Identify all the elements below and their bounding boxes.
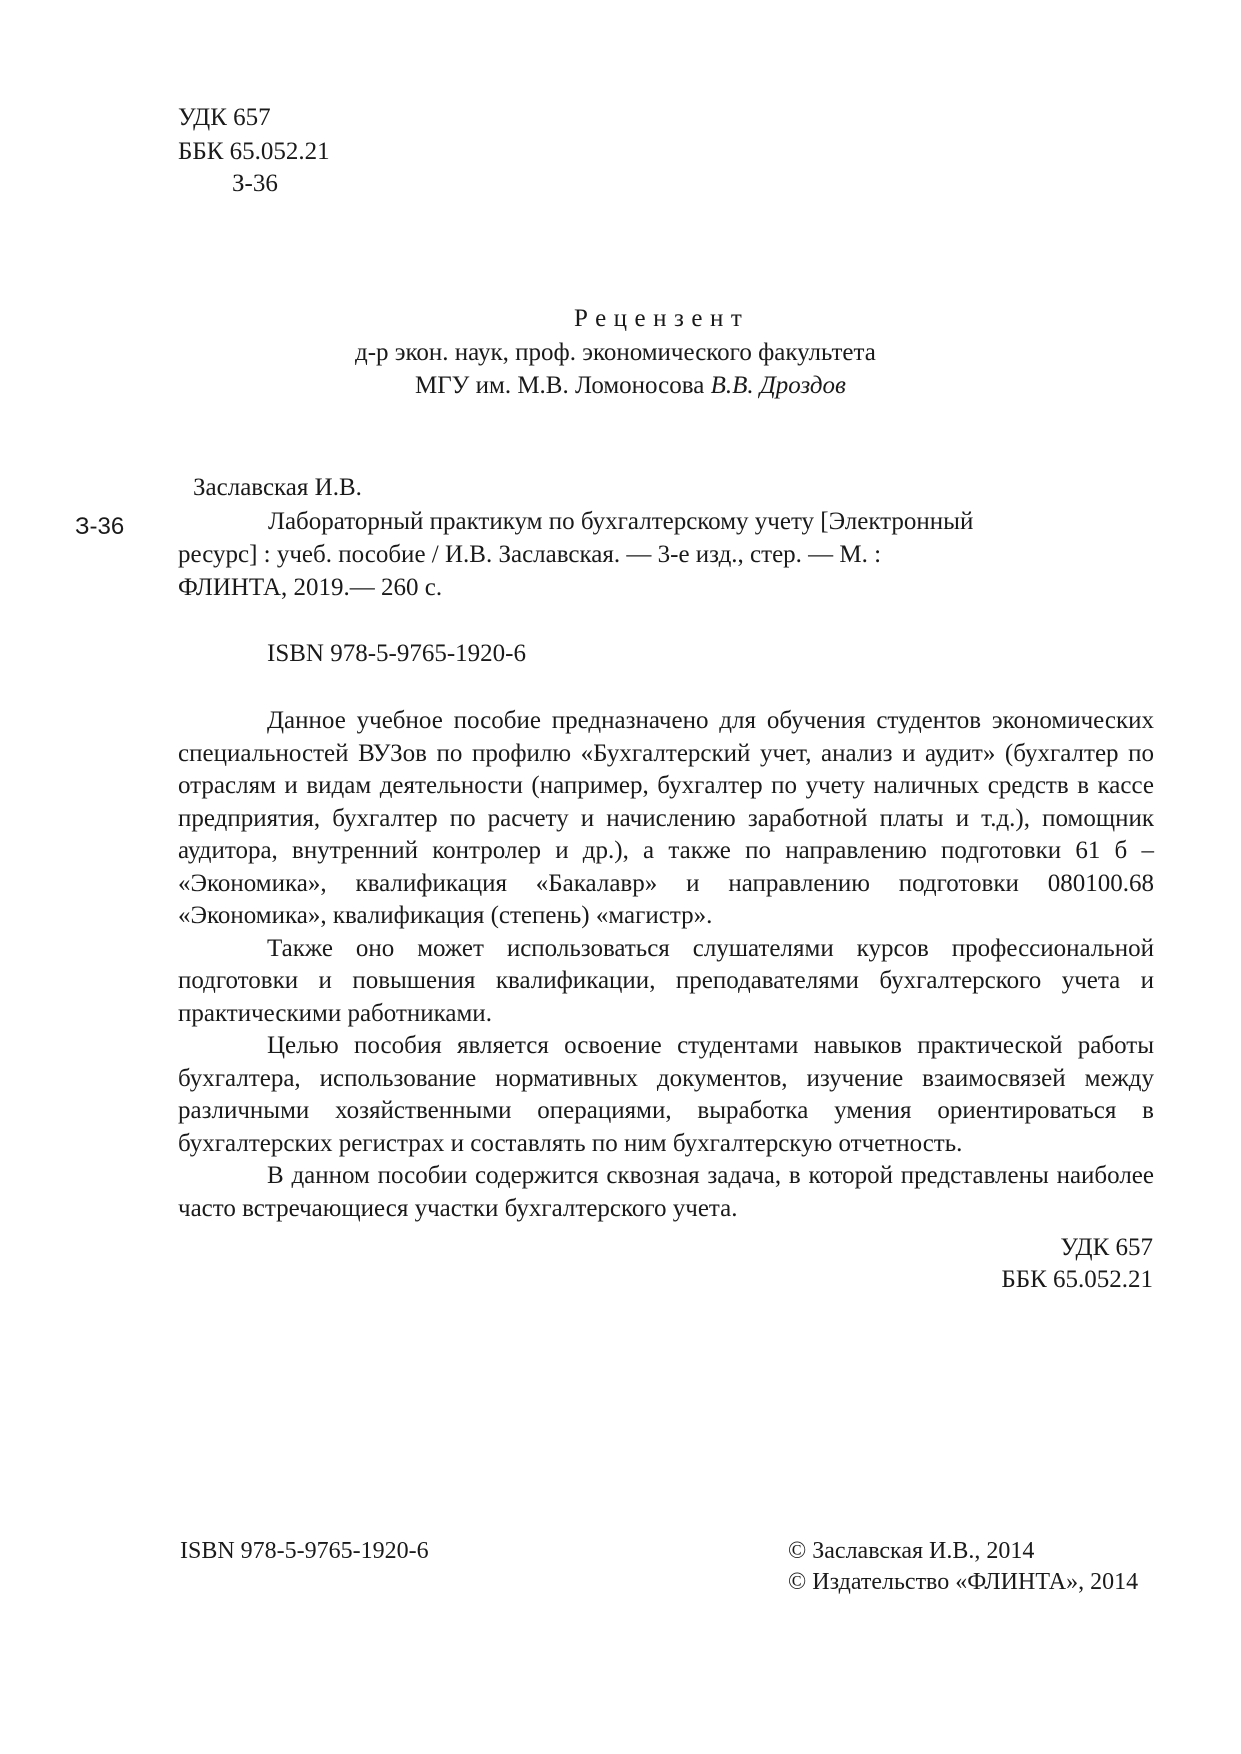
footer-isbn: ISBN 978-5-9765-1920-6 <box>180 1538 429 1564</box>
bibliographic-author: Заславская И.В. <box>193 474 362 501</box>
udk-code: УДК 657 <box>178 104 271 131</box>
bibliographic-description <box>178 505 1154 604</box>
copyright-publisher: © Издательство «ФЛИНТА», 2014 <box>788 1569 1139 1595</box>
annotation-paragraph: Данное учебное пособие предназначено для обучения студентов экономических специальностей ВУЗов по профилю «Бухгалтерский учет, анализ и аудит» (бухгалтер по отраслям и видам деятельности (например, бухгалтер по учету наличных средств в кассе предприятия, бухгалтер по расчету и начислению заработной платы и т.д.), помощник аудитора, внутренний контролер и др.), а также по направлению подготовки 61 б – «Экономика», квалификация «Бакалавр» и направлению подготовки 080100.68 «Экономика», квалификация (степень) «магистр». <box>178 707 1154 929</box>
isbn: ISBN 978-5-9765-1920-6 <box>267 640 527 667</box>
bibliographic-line-1: Лабораторный практикум по бухгалтерскому учету [Электронный <box>268 508 974 535</box>
annotation <box>178 705 1154 1225</box>
udk-code-bottom: УДК 657 <box>1060 1234 1153 1261</box>
bbk-code-bottom: ББК 65.052.21 <box>1001 1266 1153 1293</box>
bibliographic-line-3: ФЛИНТА, 2019.— 260 с. <box>178 574 443 601</box>
bibliographic-author-mark: З-36 <box>75 513 125 540</box>
reviewer-affiliation <box>415 370 846 402</box>
author-mark: З-36 <box>232 170 278 197</box>
reviewer-credentials: д-р экон. наук, проф. экономического факультета <box>355 339 876 366</box>
copyright-author: © Заславская И.В., 2014 <box>788 1538 1035 1564</box>
annotation-paragraph: Также оно может использоваться слушателями курсов профессиональной подготовки и повышения квалификации, преподавателями бухгалтерского учета и практическими работниками. <box>178 934 1154 1027</box>
reviewer-name: В.В. Дроздов <box>710 372 846 399</box>
reviewer-affiliation-text: МГУ им. М.В. Ломоносова <box>415 372 711 399</box>
annotation-paragraph: В данном пособии содержится сквозная задача, в которой представлены наиболее часто встречающиеся участки бухгалтерского учета. <box>178 1162 1154 1222</box>
bibliographic-line-2: ресурс] : учеб. пособие / И.В. Заславская. — 3-е изд., стер. — М. : <box>178 541 882 568</box>
annotation-paragraph: Целью пособия является освоение студентами навыков практической работы бухгалтера, использование нормативных документов, изучение взаимосвязей между различными хозяйственными операциями, выработка умения ориентироваться в бухгалтерских регистрах и составлять по ним бухгалтерскую отчетность. <box>178 1032 1154 1157</box>
bbk-code: ББК 65.052.21 <box>178 138 330 165</box>
reviewer-heading: Рецензент <box>574 305 750 332</box>
